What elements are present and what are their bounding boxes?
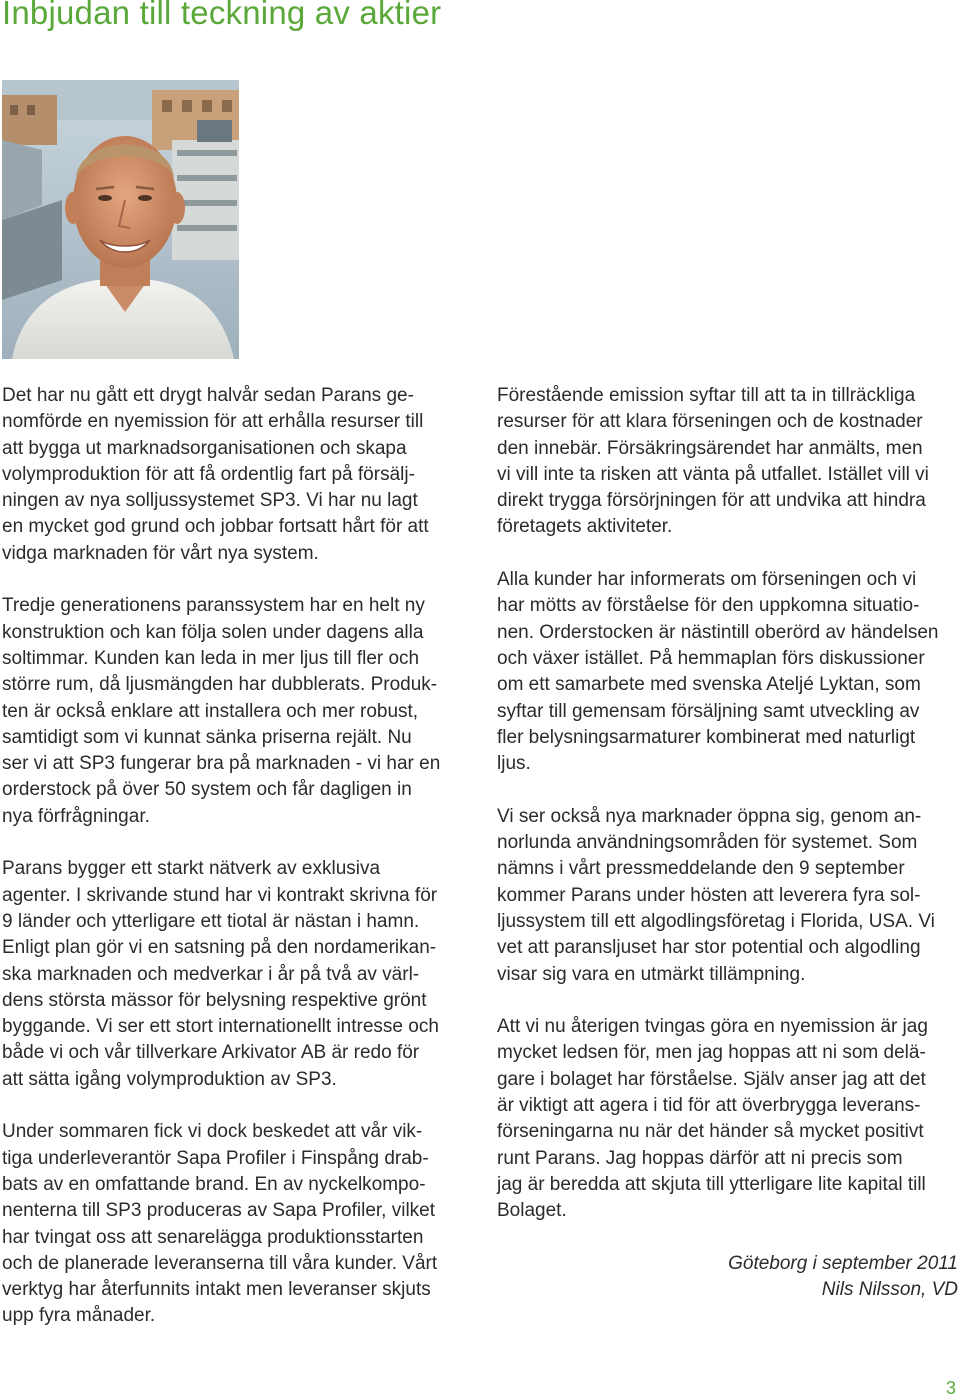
page-title: Inbjudan till teckning av aktier [2, 0, 442, 31]
paragraph: Parans bygger ett starkt nätverk av exklusiva agenter. I skrivande stund har vi kontrakt skrivna för 9 länder och ytterligare ett tiotal är nästan i hamn. Enligt plan gör vi en satsning på den nordamerikan- ska marknaden och medverkar i år på två av värl- dens största mässor för belysning respektive grönt byggande. Vi ser ett stort internationellt intresse och både vi och vår tillverkare Arkivator AB är redo för att sätta igång volymproduktion av SP3. [2, 858, 439, 1090]
signature-place-date: Göteborg i september 2011 [728, 1252, 958, 1274]
page-number: 3 [945, 1378, 956, 1398]
paragraph: Det har nu gått ett drygt halvår sedan Parans ge- nomförde en nyemission för att erhålla resurser till att bygga ut marknadsorganisationen och skapa volymproduktion för att få ordentlig fart på försälj- ningen av nya solljussystemet SP3. Vi har nu lagt en mycket god grund och jobbar fortsatt hårt för att vidga marknaden för vårt nya system. [2, 385, 429, 564]
paragraph: Alla kunder har informerats om förseningen och vi har mötts av förståelse för den uppkomna situatio- nen. Orderstocken är nästintill oberörd av händelsen och växer istället. På hemmaplan förs diskussioner om ett samarbete med svenska Ateljé Lyktan, som syftar till gemensam försäljning samt utveckling av fler belysningsarmaturer kombinerat med naturligt ljus. [497, 569, 939, 775]
portrait-photo [2, 80, 239, 359]
paragraph: Vi ser också nya marknader öppna sig, genom an- norlunda användningsområden för systemet. Som nämns i vårt pressmeddelande den 9 september kommer Parans under hösten att leverera fyra sol- ljussystem till ett algodlingsföretag i Florida, USA. Vi vet att paransljuset har stor potential och algodling visar sig vara en utmärkt tillämpning. [497, 805, 935, 985]
signature [497, 1251, 958, 1304]
paragraph: Förestående emission syftar till att ta in tillräckliga resurser för att klara förseningen och de kostnader den innebär. Försäkringsärendet har anmälts, men vi vill inte ta risken att vänta på utfallet. Istället vill vi direkt trygga försörjningen för att undvika att hindra företagets aktiviteter. [497, 385, 929, 538]
right-text-column [497, 383, 960, 1303]
signature-name: Nils Nilsson, VD [821, 1279, 958, 1301]
paragraph: Under sommaren fick vi dock beskedet att vår vik- tiga underleverantör Sapa Profiler i Finspång drab- bats av en omfattande brand. En av nyckelkompo- nenterna till SP3 produceras av Sapa Profiler, vilket har tvingat oss att senarelägga produktionsstarten och de planerade leveranserna till våra kunder. Vårt verktyg har återfunnits intakt men leveranser skjuts upp fyra månader. [2, 1121, 438, 1327]
left-text-column [2, 383, 468, 1356]
paragraph: Tredje generationens paranssystem har en helt ny konstruktion och kan följa solen under dagens alla soltimmar. Kunden kan leda in mer ljus till fler och större rum, då ljusmängden har dubblerats. Produk- ten är också enklare att installera och mer robust, samtidigt som vi kunnat sänka priserna rejält. Nu ser vi att SP3 fungerar bra på marknaden - vi har en orderstock på över 50 system och får dagligen in nya förfrågningar. [2, 595, 441, 827]
paragraph: Att vi nu återigen tvingas göra en nyemission är jag mycket ledsen för, men jag hoppas att ni som delä- gare i bolaget har förståelse. Själv anser jag att det är viktigt att agera i tid för att överbrygga leverans- förseningarna nu när det händer så mycket positivt runt Parans. Jag hoppas därför att ni precis som jag är beredda att skjuta till ytterligare lite kapital till Bolaget. [497, 1016, 928, 1222]
